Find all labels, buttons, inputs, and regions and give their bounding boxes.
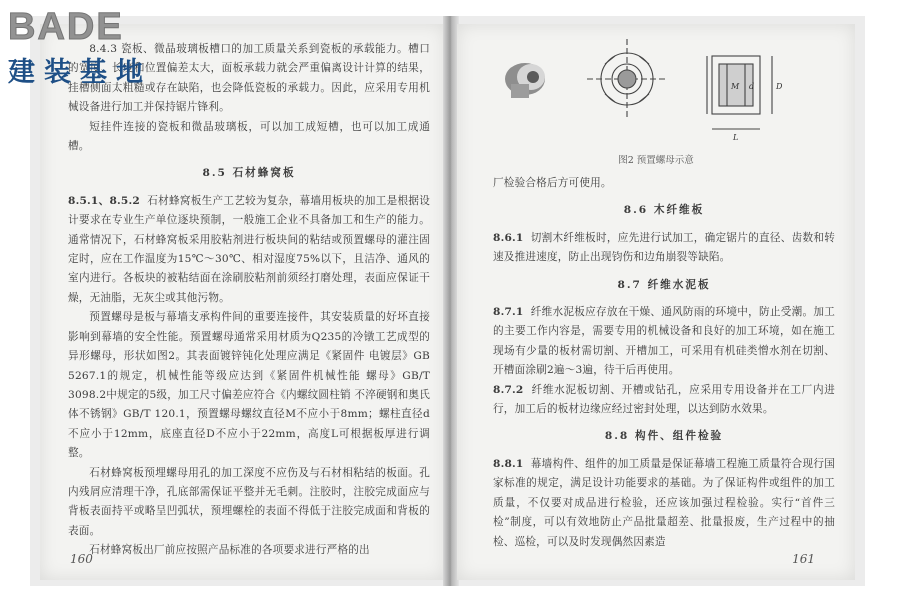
- clause-text: 纤维水泥板切割、开槽或钻孔，应采用专用设备并在工厂内进行，加工后的板材边缘应经过密封处理，以达到防水效果。: [493, 383, 835, 416]
- paragraph-factory: 石材蜂窝板出厂前应按照产品标准的各项要求进行严格的出: [89, 544, 370, 557]
- clause-text: 石材蜂窝板生产工艺较为复杂，幕墙用板块的加工是根据设计要求在专业生产单位逐块预制，一般施工企业不具备加工和生产的能力。通常情况下，石材蜂窝板采用胶粘剂进行板块间的粘结或预置螺母的灌注固定时，应在工作温度为15℃～30℃、相对湿度75%以下，且洁净、通风的室内进行。各板块的被粘结面在涂刷胶粘剂前须经打磨处理，表面应保证干燥，无油脂，无灰尘或其他污物。: [68, 194, 431, 304]
- left-page: [40, 24, 445, 580]
- clause-number: 8.7.2: [493, 383, 524, 396]
- bade-logo: [8, 6, 208, 88]
- page-number-left: 160: [70, 552, 93, 566]
- nut-figure: [497, 34, 817, 144]
- paragraph-8-4-3: 8.4.3 瓷板、微晶玻璃板槽口的加工质量关系到瓷板的承载能力。槽口的宽度、长度和位置偏差太大，面板承载力就会严重偏离设计计算的结果，挂槽侧面太粗糙或存在缺陷，也会降低瓷板的承载力。因此，应采用专用机械设备进行加工并保持锯片锋利。: [68, 43, 430, 114]
- nut-top-view: [587, 39, 667, 119]
- clause-number: 8.7.1: [493, 306, 524, 319]
- right-page-text: [493, 174, 835, 552]
- paragraph-8-8-1: [493, 455, 835, 552]
- paragraph-8-6-1: [493, 229, 835, 268]
- paragraph-hole: 石材蜂窝板预埋螺母用孔的加工深度不应伤及与石材相粘结的板面。孔内残屑应清理干净，孔底部需保证平整并无毛刺。注胶时，注胶完成面应与背板表面持平或略呈凹弧状，预埋螺栓的表面不得低于注胶完成面和背板的表面。: [68, 466, 430, 537]
- heading-8-5: 8.5 石材蜂窝板: [202, 167, 296, 180]
- clause-text: 纤维水泥板应存放在干燥、通风防雨的环境中，防止受潮。加工的主要工作内容是，需要专用的机械设备和良好的加工环境，如在施工现场有少量的板材需切割、开槽加工，可采用有机硅类憎水剂在切割、开槽面涂刷2遍～3遍，待干后再使用。: [493, 306, 835, 377]
- paragraph-8-7-2: [493, 381, 835, 420]
- paragraph-8-7-1: [493, 303, 835, 381]
- clause-text: 幕墙构件、组件的加工质量是保证幕墙工程施工质量符合现行国家标准的规定，满足设计功能要求的基础。为了保证构件或组件的加工质量，不仅要对成品进行检验，还应该加强过程检验。实行“首件三检”制度，可以有效地防止产品批量超差、批量报废，生产过程中的抽检、巡检，可以及时发现偶然因素造: [493, 457, 835, 548]
- clause-number: 8.8.1: [493, 457, 524, 470]
- label-M: M: [731, 82, 740, 91]
- clause-number: 8.5.1、8.5.2: [68, 194, 140, 207]
- carry-over-line: 厂检验合格后方可使用。: [493, 177, 612, 189]
- left-page-text: [68, 40, 430, 561]
- label-D: D: [776, 82, 783, 91]
- figure-caption: 图2 预置螺母示意: [618, 155, 694, 166]
- logo-subtitle: 建装基地: [8, 57, 152, 88]
- paragraph-8-5-1: [68, 192, 430, 308]
- heading-8-8: 8.8 构件、组件检验: [604, 430, 724, 443]
- nut-3d-icon: [505, 63, 545, 98]
- logo-wordmark: BADE: [8, 6, 124, 48]
- paragraph-nut: 预置螺母是板与幕墙支承构件间的重要连接件，其安装质量的好坏直接影响到幕墙的安全性能。预置螺母通常采用材质为Q235的冷镦工艺成型的异形螺母，形状如图2。其表面镀锌钝化处理应满足《紧固件 电镀层》GB 5267.1的规定，机械性能等级应达到《紧固件机械性能 螺母》GB/T 3098.2中规定的5级，加工尺寸偏差应符合《内螺纹圆柱销 不淬硬钢和奥氏体不锈钢》GB/T 120.1，预置螺母螺纹直径M不应小于8mm；螺柱直径d不应小于12mm，底座直径D不应小于22mm，高度L可根据板厚进行调整。: [68, 311, 430, 460]
- heading-8-6: 8.6 木纤维板: [623, 204, 705, 217]
- page-number-right: 161: [792, 552, 815, 566]
- heading-8-7: 8.7 纤维水泥板: [617, 278, 711, 291]
- nut-section-view: [707, 56, 772, 129]
- paragraph-short-groove: 短挂件连接的瓷板和微晶玻璃板，可以加工成短槽，也可以加工成通槽。: [68, 120, 430, 153]
- right-page: [457, 24, 855, 580]
- label-d: d: [749, 82, 755, 91]
- label-L: L: [733, 133, 739, 142]
- clause-number: 8.6.1: [493, 231, 524, 244]
- clause-text: 切割木纤维板时，应先进行试加工，确定锯片的直径、齿数和转速及推进速度，防止出现钧伤和边角崩裂等缺陷。: [493, 231, 835, 264]
- book-spread: [30, 16, 865, 586]
